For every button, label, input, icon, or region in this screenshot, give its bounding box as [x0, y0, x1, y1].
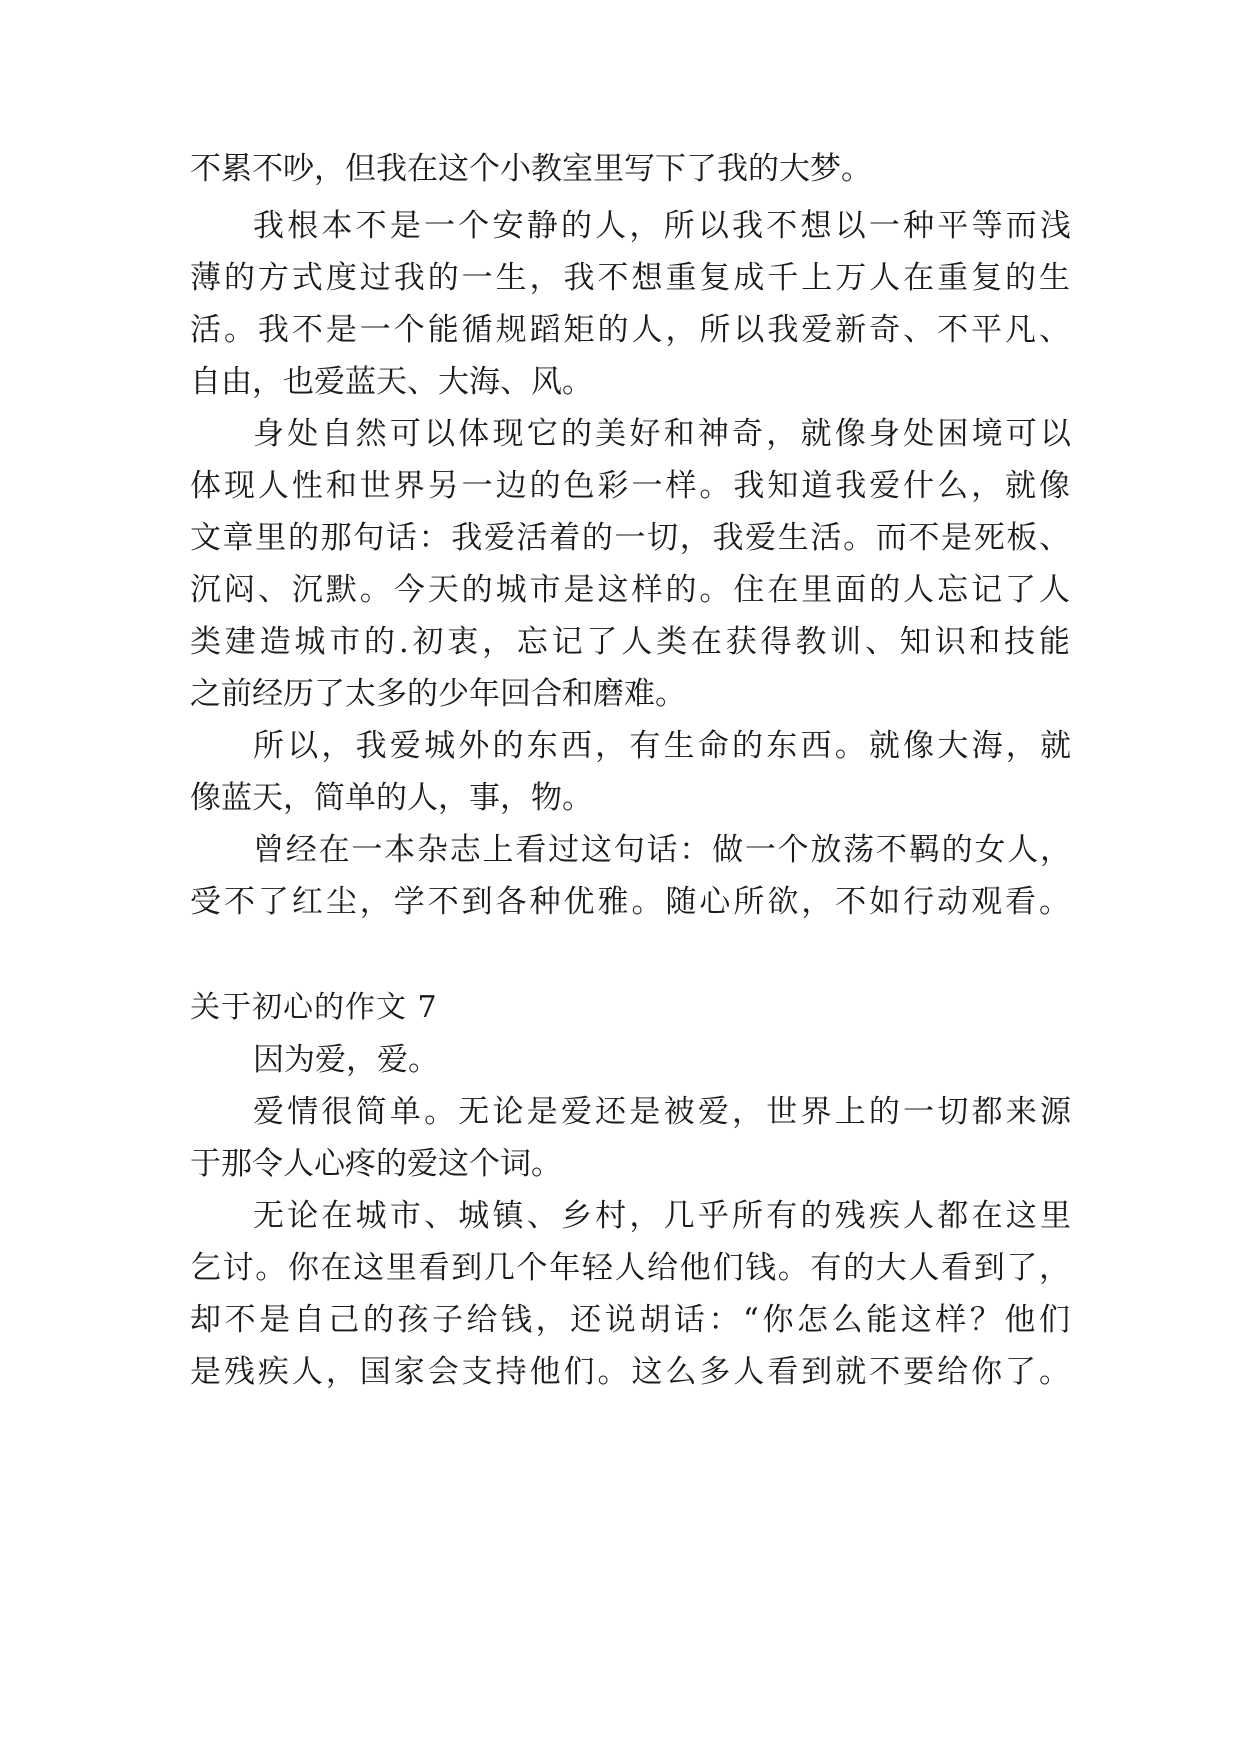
- paragraph-line: 于那令人心疼的爱这个词。: [190, 1146, 562, 1182]
- paragraph-line: 爱情很简单。无论是爱还是被爱，世界上的一切都来源: [253, 1094, 1071, 1130]
- paragraph-line: 体现人性和世界另一边的色彩一样。我知道我爱什么，就像: [190, 468, 1070, 504]
- paragraph-line: 无论在城市、城镇、乡村，几乎所有的残疾人都在这里: [253, 1198, 1071, 1234]
- paragraph-line: 因为爱，爱。: [253, 1042, 439, 1078]
- paragraph-line: 沉闷、沉默。今天的城市是这样的。住在里面的人忘记了人: [190, 572, 1070, 608]
- paragraph-line: 文章里的那句话：我爱活着的一切，我爱生活。而不是死板、: [190, 520, 1070, 556]
- paragraph-line: 像蓝天，简单的人，事，物。: [190, 780, 593, 816]
- paragraph-line: 受不了红尘，学不到各种优雅。随心所欲，不如行动观看。: [190, 884, 1070, 920]
- paragraph-line: 我根本不是一个安静的人，所以我不想以一种平等而浅: [253, 208, 1071, 244]
- paragraph-line: 类建造城市的.初衷，忘记了人类在获得教训、知识和技能: [190, 624, 1070, 660]
- paragraph-line: 所以，我爱城外的东西，有生命的东西。就像大海，就: [253, 728, 1071, 764]
- paragraph-line: 身处自然可以体现它的美好和神奇，就像身处困境可以: [253, 416, 1071, 452]
- paragraph-line: 之前经历了太多的少年回合和磨难。: [190, 676, 686, 712]
- paragraph-line: 却不是自己的孩子给钱，还说胡话：“你怎么能这样？他们: [190, 1302, 1070, 1338]
- paragraph-line: 自由，也爱蓝天、大海、风。: [190, 364, 593, 400]
- paragraph-line: 是残疾人，国家会支持他们。这么多人看到就不要给你了。: [190, 1354, 1070, 1390]
- paragraph-line: 曾经在一本杂志上看过这句话：做一个放荡不羁的女人，: [253, 832, 1071, 868]
- paragraph-line: 薄的方式度过我的一生，我不想重复成千上万人在重复的生: [190, 260, 1070, 296]
- section-heading: 关于初心的作文 7: [190, 990, 438, 1025]
- paragraph-line: 乞讨。你在这里看到几个年轻人给他们钱。有的大人看到了，: [190, 1250, 1070, 1286]
- paragraph-line: 不累不吵，但我在这个小教室里写下了我的大梦。: [190, 151, 872, 187]
- paragraph-line: 活。我不是一个能循规蹈矩的人，所以我爱新奇、不平凡、: [190, 312, 1070, 348]
